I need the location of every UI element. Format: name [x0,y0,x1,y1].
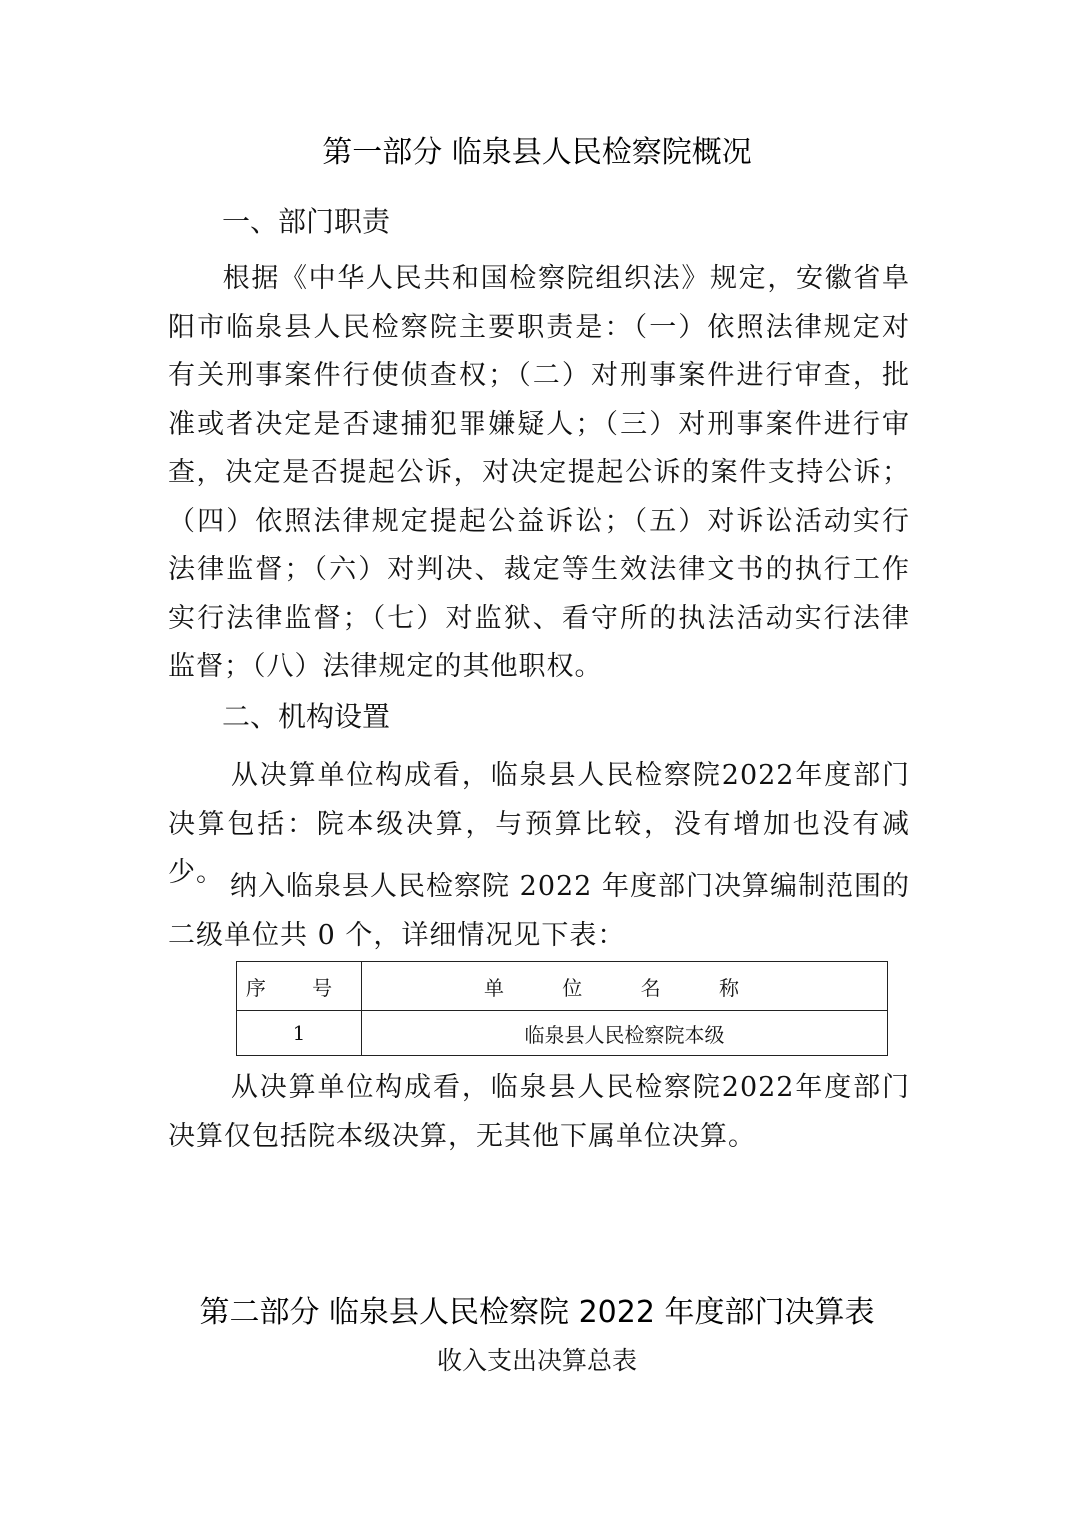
table-header-row [237,962,888,1011]
section2-paragraph2-block [168,863,910,960]
section2-paragraph1: 从决算单位构成看，临泉县人民检察院2022年度部门决算包括：院本级决算，与预算比较，没有增加也没有减少。 [168,760,910,888]
part2-title: 第二部分 临泉县人民检察院 2022 年度部门决算表 [199,1295,875,1330]
section2-paragraph3: 从决算单位构成看，临泉县人民检察院2022年度部门决算仅包括院本级决算，无其他下属单位决算。 [168,1072,910,1152]
section1-heading: 一、部门职责 [222,205,391,238]
section2-paragraph2: 纳入临泉县人民检察院 2022 年度部门决算编制范围的二级单位共 0 个，详细情况见下表： [168,871,910,951]
part2-subtitle: 收入支出决算总表 [436,1346,637,1375]
section1-paragraph-block [168,255,910,692]
section1-paragraph: 根据《中华人民共和国检察院组织法》规定，安徽省阜阳市临泉县人民检察院主要职责是：（一）依照法律规定对有关刑事案件行使侦查权；（二）对刑事案件进行审查，批准或者决定是否逮捕犯罪嫌疑人；（三）对刑事案件进行审查，决定是否提起公诉，对决定提起公诉的案件支持公诉；（四）依照法律规定提起公益诉讼；（五）对诉讼活动实行法律监督；（六）对判决、裁定等生效法律文书的执行工作实行法律监督；（七）对监狱、看守所的执法活动实行法律监督；（八）法律规定的其他职权。 [168,263,910,682]
section2-paragraph3-block [168,1064,910,1161]
table-header-name: 单 位 名 称 [362,962,888,1011]
table-row [237,1011,888,1056]
table-header-no: 序 号 [237,962,362,1011]
unit-table [236,961,888,1056]
section2-heading: 二、机构设置 [222,700,391,733]
table-cell-no: 1 [237,1011,362,1056]
table-cell-name: 临泉县人民检察院本级 [362,1011,888,1056]
part1-title: 第一部分 临泉县人民检察院概况 [322,135,752,170]
